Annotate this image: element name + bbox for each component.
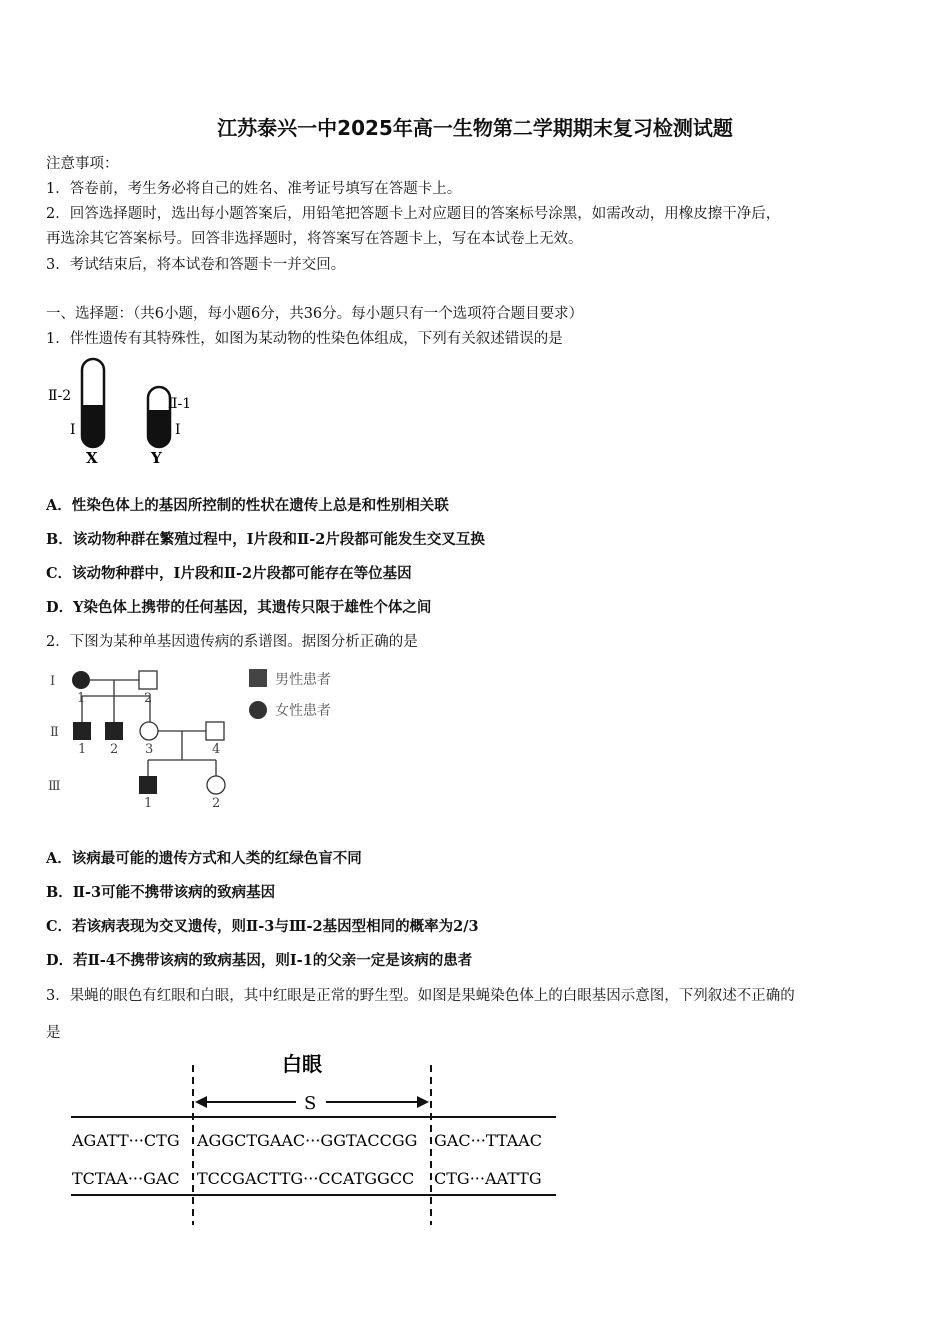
pedigree-number: 3: [145, 742, 154, 757]
question-3-stem: 3．果蝇的眼色有红眼和白眼，其中红眼是正常的野生型。如图是果蝇染色体上的白眼基因示意图，下列叙述不正确的: [46, 988, 795, 1004]
segment-s-label: S: [304, 1093, 317, 1114]
pedigree-number: 4: [212, 742, 221, 757]
pedigree-i-1: [72, 671, 90, 689]
question-2-option-c: C．若该病表现为交叉遗传，则Ⅱ-3与Ⅲ-2基因型相同的概率为2/3: [46, 918, 479, 935]
section-heading: 一、选择题：（共6小题，每小题6分，共36分。每小题只有一个选项符合题目要求）: [46, 306, 584, 322]
pedigree-i-2: [139, 671, 157, 689]
question-2-stem: 2．下图为某种单基因遗传病的系谱图。据图分析正确的是: [46, 634, 418, 650]
pedigree-ii-1: [73, 722, 91, 740]
legend-male-label: 男性患者: [275, 672, 331, 688]
label-x: X: [86, 449, 98, 467]
pedigree-number: 1: [77, 691, 86, 706]
label-y-i: Ⅰ: [175, 422, 181, 438]
notice-item: 3．考试结束后，将本试卷和答题卡一并交回。: [46, 257, 346, 273]
generation-label: Ⅰ: [50, 674, 56, 689]
pedigree-number: 1: [144, 796, 153, 811]
legend-male-icon: [249, 669, 267, 687]
pedigree-number: 1: [78, 742, 87, 757]
question-1-stem: 1．伴性遗传有其特殊性，如图为某动物的性染色体组成，下列有关叙述错误的是: [46, 331, 563, 347]
dna-top-left: AGATT···CTG: [72, 1131, 180, 1150]
question-1-option-d: D．Y染色体上携带的任何基因，其遗传只限于雄性个体之间: [46, 599, 432, 616]
question-3-stem-continued: 是: [46, 1025, 61, 1041]
gene-label: 白眼: [282, 1052, 322, 1076]
pedigree-ii-4: [206, 722, 224, 740]
pedigree-iii-1: [139, 776, 157, 794]
pedigree-figure: [44, 660, 364, 812]
notice-item: 1．答卷前，考生务必将自己的姓名、准考证号填写在答题卡上。: [46, 181, 462, 197]
dna-top-right: GAC···TTAAC: [434, 1131, 542, 1150]
pedigree-ii-3: [140, 722, 158, 740]
label-x-ii-2: Ⅱ-2: [48, 388, 72, 404]
label-x-i: Ⅰ: [70, 422, 76, 438]
x-chromosome-segment-i: [82, 405, 104, 447]
question-2-option-b: B．Ⅱ-3可能不携带该病的致病基因: [46, 884, 276, 901]
legend-female-label: 女性患者: [275, 703, 331, 719]
label-y-ii-1: Ⅱ-1: [168, 396, 192, 412]
white-eye-gene-figure: [68, 1045, 560, 1227]
question-1-option-b: B．该动物种群在繁殖过程中，Ⅰ片段和Ⅱ-2片段都可能发生交叉互换: [46, 531, 485, 548]
question-1-option-c: C．该动物种群中，Ⅰ片段和Ⅱ-2片段都可能存在等位基因: [46, 565, 412, 582]
pedigree-iii-2: [207, 776, 225, 794]
pedigree-ii-2: [105, 722, 123, 740]
generation-label: Ⅲ: [48, 779, 61, 794]
dna-bottom-left: TCTAA···GAC: [72, 1169, 180, 1188]
notice-heading: 注意事项：: [46, 156, 119, 172]
pedigree-number: 2: [144, 691, 153, 706]
legend-female-icon: [249, 701, 267, 719]
sex-chromosome-figure: [44, 355, 214, 467]
dna-bottom-right: CTG···AATTG: [434, 1169, 542, 1188]
pedigree-number: 2: [110, 742, 119, 757]
generation-label: Ⅱ: [50, 725, 59, 740]
page-title: 江苏泰兴一中2025年高一生物第二学期期末复习检测试题: [217, 116, 733, 140]
pedigree-number: 2: [212, 796, 221, 811]
y-chromosome-segment-i: [148, 410, 170, 447]
notice-item: 再选涂其它答案标号。回答非选择题时，将答案写在答题卡上，写在本试卷上无效。: [46, 231, 583, 247]
question-2-option-a: A．该病最可能的遗传方式和人类的红绿色盲不同: [46, 850, 362, 867]
question-1-option-a: A．性染色体上的基因所控制的性状在遗传上总是和性别相关联: [46, 497, 449, 514]
notice-item: 2．回答选择题时，选出每小题答案后，用铅笔把答题卡上对应题目的答案标号涂黑，如需改动，用橡皮擦干净后，: [46, 206, 781, 222]
label-y: Y: [151, 449, 162, 467]
dna-top-middle: AGGCTGAAC···GGTACCGG: [197, 1131, 418, 1150]
question-2-option-d: D．若Ⅱ-4不携带该病的致病基因，则Ⅰ-1的父亲一定是该病的患者: [46, 952, 473, 969]
dna-bottom-middle: TCCGACTTG···CCATGGCC: [197, 1169, 415, 1188]
